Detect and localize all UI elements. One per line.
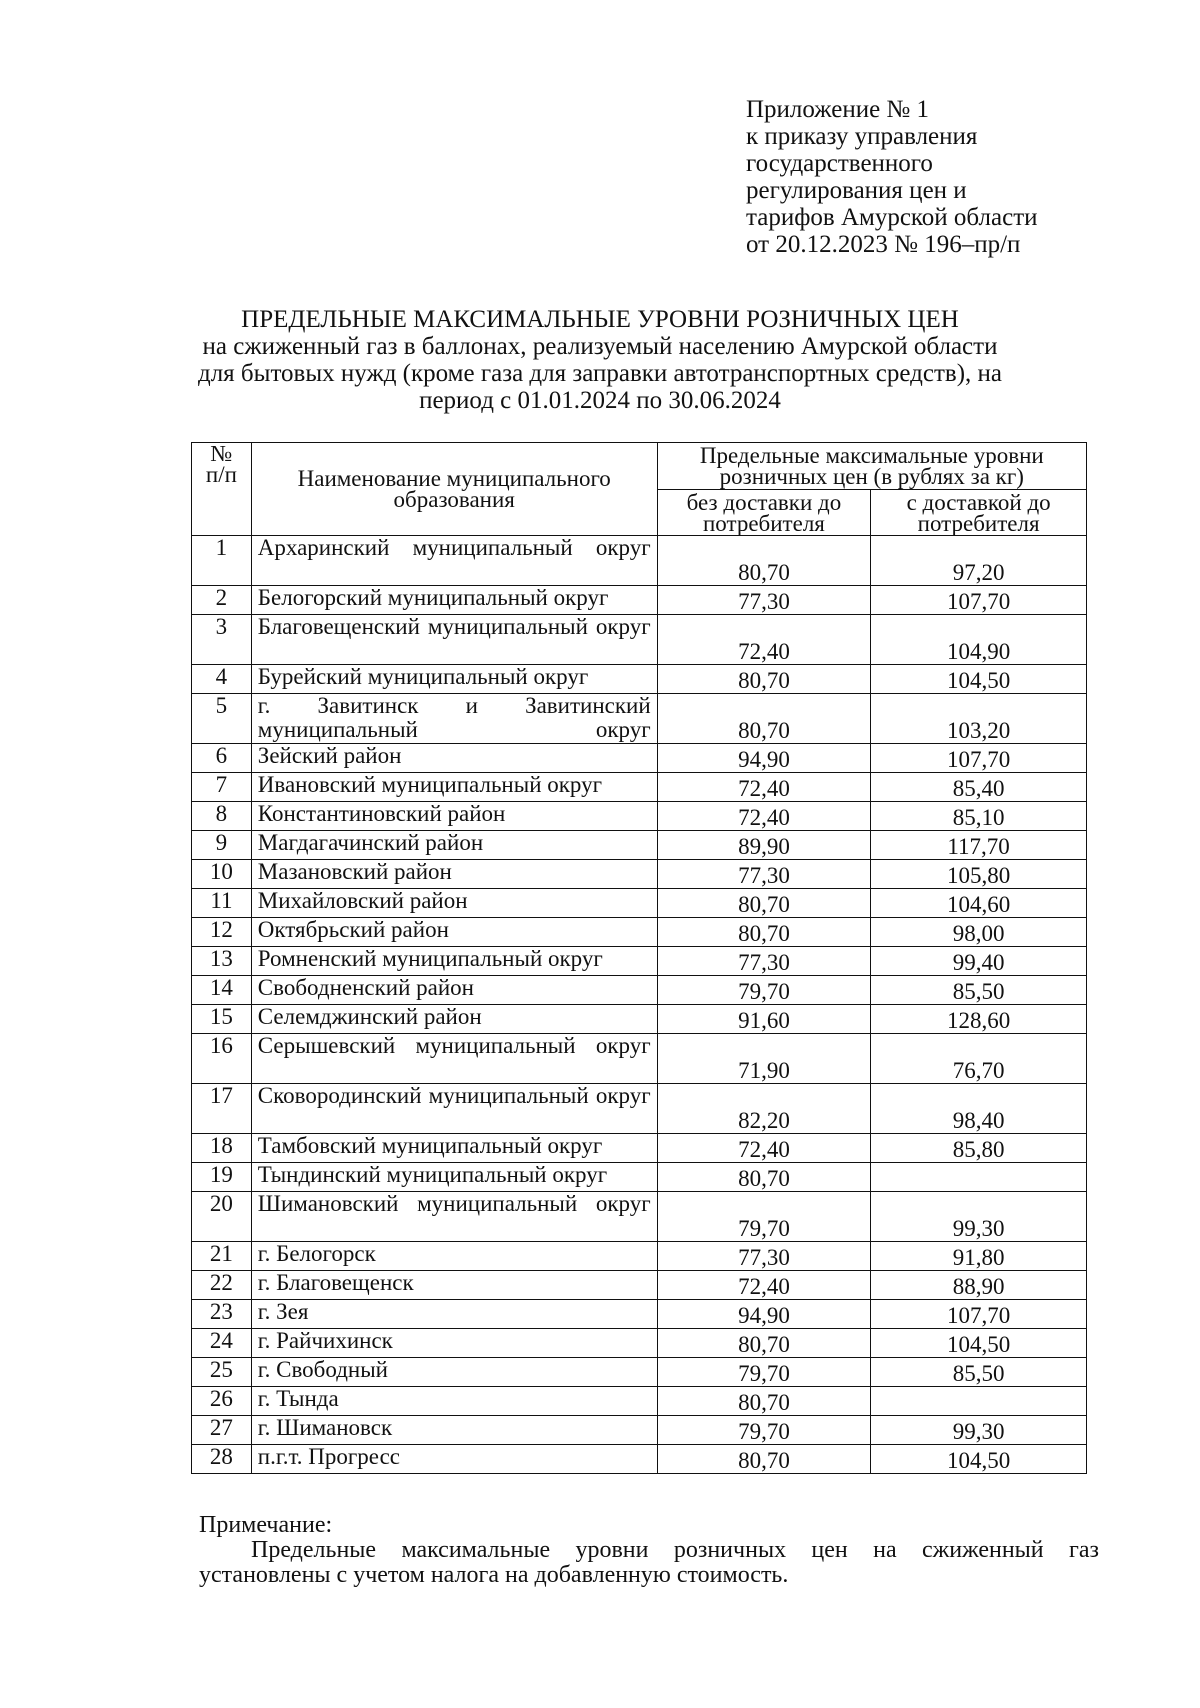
row-price-without-delivery: 80,70 bbox=[657, 1163, 871, 1192]
row-price-without-delivery: 77,30 bbox=[657, 586, 871, 615]
row-price-with-delivery bbox=[871, 1387, 1087, 1416]
table-row bbox=[192, 1192, 1087, 1242]
row-municipality-name: Сковородинский муниципальный округ bbox=[251, 1084, 657, 1134]
header-number bbox=[192, 443, 252, 536]
title-line: ПРЕДЕЛЬНЫЕ МАКСИМАЛЬНЫЕ УРОВНИ РОЗНИЧНЫХ ЦЕН bbox=[241, 306, 959, 333]
header-municipality bbox=[251, 443, 657, 536]
price-table bbox=[191, 442, 1087, 1474]
row-price-with-delivery: 99,30 bbox=[871, 1416, 1087, 1445]
appendix-line: к приказу управления bbox=[746, 123, 978, 150]
row-price-without-delivery: 71,90 bbox=[657, 1034, 871, 1084]
appendix-line: тарифов Амурской области bbox=[746, 204, 1038, 231]
row-municipality-name: Магдагачинский район bbox=[251, 831, 657, 860]
title-line: для бытовых нужд (кроме газа для заправки автотранспортных средств), на bbox=[197, 360, 1003, 387]
appendix-line: от 20.12.2023 № 196–пр/п bbox=[746, 231, 1021, 258]
header-municipality-line1: Наименование муниципального bbox=[297, 466, 611, 491]
row-price-without-delivery: 94,90 bbox=[657, 744, 871, 773]
row-number: 25 bbox=[192, 1358, 252, 1387]
header-without-delivery-line2: потребителя bbox=[703, 510, 825, 536]
row-price-with-delivery: 107,70 bbox=[871, 1300, 1087, 1329]
row-number: 26 bbox=[192, 1387, 252, 1416]
table-row bbox=[192, 536, 1087, 586]
row-municipality-name: г. Завитинск и Завитинский муниципальный округ bbox=[251, 694, 657, 744]
header-price-group bbox=[657, 443, 1086, 490]
row-price-without-delivery: 77,30 bbox=[657, 860, 871, 889]
row-price-with-delivery: 97,20 bbox=[871, 536, 1087, 586]
row-number: 18 bbox=[192, 1134, 252, 1163]
table-row bbox=[192, 802, 1087, 831]
note-label: Примечание: bbox=[199, 1512, 333, 1538]
row-municipality-name: Тамбовский муниципальный округ bbox=[251, 1134, 657, 1163]
table-row bbox=[192, 1445, 1087, 1474]
table-row bbox=[192, 831, 1087, 860]
row-price-without-delivery: 72,40 bbox=[657, 773, 871, 802]
table-row bbox=[192, 586, 1087, 615]
row-municipality-name: п.г.т. Прогресс bbox=[251, 1445, 657, 1474]
row-price-with-delivery: 107,70 bbox=[871, 586, 1087, 615]
row-price-with-delivery: 104,90 bbox=[871, 615, 1087, 665]
row-price-without-delivery: 80,70 bbox=[657, 1329, 871, 1358]
row-price-without-delivery: 72,40 bbox=[657, 1271, 871, 1300]
row-number: 28 bbox=[192, 1445, 252, 1474]
row-price-with-delivery: 105,80 bbox=[871, 860, 1087, 889]
row-number: 11 bbox=[192, 889, 252, 918]
table-row bbox=[192, 1329, 1087, 1358]
row-municipality-name: Благовещенский муниципальный округ bbox=[251, 615, 657, 665]
table-row bbox=[192, 1084, 1087, 1134]
row-price-without-delivery: 72,40 bbox=[657, 1134, 871, 1163]
row-municipality-name: Бурейский муниципальный округ bbox=[251, 665, 657, 694]
row-municipality-name: Константиновский район bbox=[251, 802, 657, 831]
table-row bbox=[192, 918, 1087, 947]
row-number: 16 bbox=[192, 1034, 252, 1084]
row-number: 2 bbox=[192, 586, 252, 615]
row-price-with-delivery: 85,40 bbox=[871, 773, 1087, 802]
header-number-line1: № bbox=[210, 441, 233, 466]
row-price-with-delivery: 98,40 bbox=[871, 1084, 1087, 1134]
row-municipality-name: г. Тында bbox=[251, 1387, 657, 1416]
row-number: 9 bbox=[192, 831, 252, 860]
table-row bbox=[192, 694, 1087, 744]
row-number: 4 bbox=[192, 665, 252, 694]
row-price-without-delivery: 80,70 bbox=[657, 536, 871, 586]
row-price-with-delivery bbox=[871, 1163, 1087, 1192]
document-title bbox=[150, 306, 1050, 414]
row-price-with-delivery: 88,90 bbox=[871, 1271, 1087, 1300]
row-price-with-delivery: 99,30 bbox=[871, 1192, 1087, 1242]
row-number: 20 bbox=[192, 1192, 252, 1242]
row-municipality-name: Зейский район bbox=[251, 744, 657, 773]
row-municipality-name: Тындинский муниципальный округ bbox=[251, 1163, 657, 1192]
row-municipality-name: Октябрьский район bbox=[251, 918, 657, 947]
header-with-delivery-line2: потребителя bbox=[917, 510, 1040, 536]
row-municipality-name: Шимановский муниципальный округ bbox=[251, 1192, 657, 1242]
note-text: Предельные максимальные уровни розничных цен на сжиженный газ установлены с учетом налога на добавленную стоимость. bbox=[199, 1537, 1099, 1588]
table-header-row bbox=[192, 443, 1087, 490]
row-number: 21 bbox=[192, 1242, 252, 1271]
header-price-group-line1: Предельные максимальные уровни bbox=[699, 443, 1044, 468]
table-body bbox=[192, 536, 1087, 1474]
row-number: 1 bbox=[192, 536, 252, 586]
table-row bbox=[192, 1300, 1087, 1329]
row-number: 13 bbox=[192, 947, 252, 976]
table-row bbox=[192, 1134, 1087, 1163]
row-number: 10 bbox=[192, 860, 252, 889]
row-municipality-name: Мазановский район bbox=[251, 860, 657, 889]
header-number-line2: п/п bbox=[205, 462, 237, 487]
appendix-line: Приложение № 1 bbox=[746, 96, 930, 123]
title-line: на сжиженный газ в баллонах, реализуемый населению Амурской области bbox=[202, 333, 998, 360]
header-without-delivery bbox=[657, 490, 871, 536]
row-price-without-delivery: 91,60 bbox=[657, 1005, 871, 1034]
table-row bbox=[192, 1387, 1087, 1416]
table-row bbox=[192, 860, 1087, 889]
row-number: 3 bbox=[192, 615, 252, 665]
row-price-without-delivery: 72,40 bbox=[657, 802, 871, 831]
table-row bbox=[192, 1271, 1087, 1300]
row-municipality-name: г. Свободный bbox=[251, 1358, 657, 1387]
row-price-with-delivery: 104,60 bbox=[871, 889, 1087, 918]
row-price-without-delivery: 79,70 bbox=[657, 1358, 871, 1387]
row-price-with-delivery: 104,50 bbox=[871, 665, 1087, 694]
row-price-with-delivery: 104,50 bbox=[871, 1329, 1087, 1358]
row-price-with-delivery: 76,70 bbox=[871, 1034, 1087, 1084]
row-municipality-name: Серышевский муниципальный округ bbox=[251, 1034, 657, 1084]
title-line: период с 01.01.2024 по 30.06.2024 bbox=[419, 387, 781, 414]
row-price-with-delivery: 107,70 bbox=[871, 744, 1087, 773]
row-price-without-delivery: 80,70 bbox=[657, 1445, 871, 1474]
row-price-with-delivery: 85,50 bbox=[871, 1358, 1087, 1387]
table-row bbox=[192, 744, 1087, 773]
row-number: 15 bbox=[192, 1005, 252, 1034]
row-municipality-name: г. Благовещенск bbox=[251, 1271, 657, 1300]
table-row bbox=[192, 1416, 1087, 1445]
row-number: 24 bbox=[192, 1329, 252, 1358]
header-municipality-line2: образования bbox=[393, 487, 515, 512]
header-with-delivery-line1: с доставкой до bbox=[906, 489, 1051, 515]
row-price-with-delivery: 85,80 bbox=[871, 1134, 1087, 1163]
row-number: 6 bbox=[192, 744, 252, 773]
header-with-delivery bbox=[871, 490, 1087, 536]
row-municipality-name: Ивановский муниципальный округ bbox=[251, 773, 657, 802]
row-price-without-delivery: 72,40 bbox=[657, 615, 871, 665]
row-municipality-name: г. Райчихинск bbox=[251, 1329, 657, 1358]
row-number: 17 bbox=[192, 1084, 252, 1134]
row-municipality-name: Архаринский муниципальный округ bbox=[251, 536, 657, 586]
row-price-without-delivery: 82,20 bbox=[657, 1084, 871, 1134]
row-price-without-delivery: 80,70 bbox=[657, 918, 871, 947]
row-municipality-name: Ромненский муниципальный округ bbox=[251, 947, 657, 976]
row-number: 8 bbox=[192, 802, 252, 831]
table-row bbox=[192, 1034, 1087, 1084]
note-block bbox=[199, 1513, 1099, 1588]
row-price-with-delivery: 98,00 bbox=[871, 918, 1087, 947]
appendix-block bbox=[746, 96, 1038, 258]
row-price-without-delivery: 80,70 bbox=[657, 694, 871, 744]
table-row bbox=[192, 947, 1087, 976]
appendix-line: государственного bbox=[746, 150, 933, 177]
row-price-with-delivery: 117,70 bbox=[871, 831, 1087, 860]
row-price-with-delivery: 85,10 bbox=[871, 802, 1087, 831]
row-municipality-name: Белогорский муниципальный округ bbox=[251, 586, 657, 615]
row-number: 22 bbox=[192, 1271, 252, 1300]
row-price-without-delivery: 80,70 bbox=[657, 889, 871, 918]
table-row bbox=[192, 1358, 1087, 1387]
row-number: 19 bbox=[192, 1163, 252, 1192]
row-price-without-delivery: 79,70 bbox=[657, 1192, 871, 1242]
row-municipality-name: г. Шимановск bbox=[251, 1416, 657, 1445]
row-number: 5 bbox=[192, 694, 252, 744]
row-municipality-name: г. Зея bbox=[251, 1300, 657, 1329]
row-price-without-delivery: 79,70 bbox=[657, 1416, 871, 1445]
row-price-with-delivery: 128,60 bbox=[871, 1005, 1087, 1034]
table-row bbox=[192, 1005, 1087, 1034]
row-price-with-delivery: 99,40 bbox=[871, 947, 1087, 976]
table-row bbox=[192, 1163, 1087, 1192]
row-municipality-name: г. Белогорск bbox=[251, 1242, 657, 1271]
table-row bbox=[192, 615, 1087, 665]
table-row bbox=[192, 976, 1087, 1005]
header-price-group-line2: розничных цен (в рублях за кг) bbox=[719, 464, 1024, 489]
row-number: 23 bbox=[192, 1300, 252, 1329]
row-price-without-delivery: 80,70 bbox=[657, 665, 871, 694]
row-price-with-delivery: 85,50 bbox=[871, 976, 1087, 1005]
table-row bbox=[192, 773, 1087, 802]
row-price-with-delivery: 91,80 bbox=[871, 1242, 1087, 1271]
row-number: 27 bbox=[192, 1416, 252, 1445]
row-price-without-delivery: 94,90 bbox=[657, 1300, 871, 1329]
row-price-without-delivery: 80,70 bbox=[657, 1387, 871, 1416]
row-municipality-name: Михайловский район bbox=[251, 889, 657, 918]
row-price-without-delivery: 77,30 bbox=[657, 947, 871, 976]
row-municipality-name: Селемджинский район bbox=[251, 1005, 657, 1034]
row-number: 7 bbox=[192, 773, 252, 802]
header-without-delivery-line1: без доставки до bbox=[686, 489, 842, 515]
row-price-without-delivery: 89,90 bbox=[657, 831, 871, 860]
table-row bbox=[192, 889, 1087, 918]
row-price-with-delivery: 103,20 bbox=[871, 694, 1087, 744]
table-row bbox=[192, 1242, 1087, 1271]
table-row bbox=[192, 665, 1087, 694]
row-number: 14 bbox=[192, 976, 252, 1005]
row-number: 12 bbox=[192, 918, 252, 947]
row-price-without-delivery: 79,70 bbox=[657, 976, 871, 1005]
row-municipality-name: Свободненский район bbox=[251, 976, 657, 1005]
row-price-without-delivery: 77,30 bbox=[657, 1242, 871, 1271]
appendix-line: регулирования цен и bbox=[746, 177, 967, 204]
row-price-with-delivery: 104,50 bbox=[871, 1445, 1087, 1474]
